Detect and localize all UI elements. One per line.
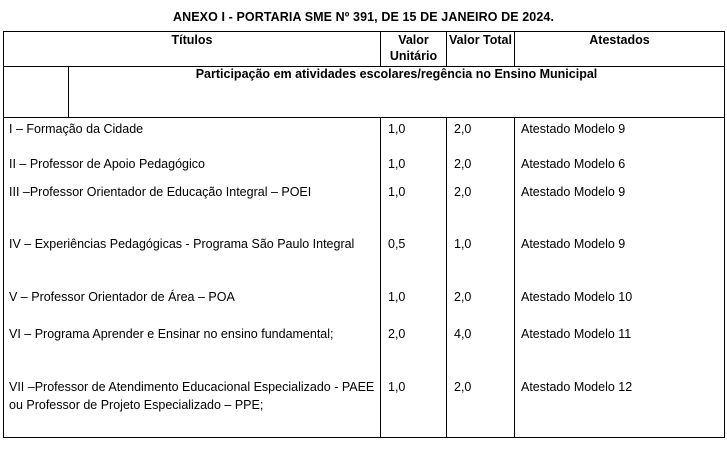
header-atestados: Atestados — [515, 32, 725, 67]
section-spacer-cell — [4, 67, 69, 118]
row-atestado: Atestado Modelo 11 — [515, 325, 725, 378]
row-atestado: Atestado Modelo 9 — [515, 183, 725, 235]
row-valor-total: 2,0 — [447, 118, 515, 155]
row-titulo: VI – Programa Aprender e Ensinar no ensino fundamental; — [4, 325, 381, 378]
row-titulo: II – Professor de Apoio Pedagógico — [4, 155, 381, 183]
row-valor-total: 2,0 — [447, 155, 515, 183]
table-header-row — [4, 32, 725, 67]
row-atestado: Atestado Modelo 10 — [515, 288, 725, 325]
row-valor-total: 2,0 — [447, 288, 515, 325]
row-titulo: V – Professor Orientador de Área – POA — [4, 288, 381, 325]
row-valor-unitario: 2,0 — [381, 325, 447, 378]
row-titulo: III –Professor Orientador de Educação Integral – POEI — [4, 183, 381, 235]
table-row — [4, 155, 725, 183]
table-row — [4, 288, 725, 325]
row-valor-unitario: 1,0 — [381, 378, 447, 438]
table-row — [4, 118, 725, 155]
row-titulo: VII –Professor de Atendimento Educacional Especializado - PAEE ou Professor de Projeto Especializado – PPE; — [4, 378, 381, 438]
row-atestado: Atestado Modelo 9 — [515, 118, 725, 155]
header-valor-total: Valor Total — [447, 32, 515, 67]
row-valor-total: 2,0 — [447, 378, 515, 438]
row-titulo: IV – Experiências Pedagógicas - Programa São Paulo Integral — [4, 235, 381, 288]
row-titulo: I – Formação da Cidade — [4, 118, 381, 155]
document-title: ANEXO I - PORTARIA SME Nº 391, DE 15 DE JANEIRO DE 2024. — [172, 10, 555, 24]
row-valor-unitario: 1,0 — [381, 288, 447, 325]
table-row — [4, 378, 725, 438]
row-valor-unitario: 1,0 — [381, 118, 447, 155]
section-title: Participação em atividades escolares/regência no Ensino Municipal — [69, 67, 725, 118]
row-valor-unitario: 0,5 — [381, 235, 447, 288]
header-valor-unitario: Valor Unitário — [381, 32, 447, 67]
row-valor-unitario: 1,0 — [381, 183, 447, 235]
table-row — [4, 235, 725, 288]
header-titulos: Títulos — [4, 32, 381, 67]
table-row — [4, 183, 725, 235]
row-valor-total: 4,0 — [447, 325, 515, 378]
row-valor-total: 2,0 — [447, 183, 515, 235]
row-valor-total: 1,0 — [447, 235, 515, 288]
annex-table — [3, 31, 725, 438]
row-valor-unitario: 1,0 — [381, 155, 447, 183]
row-atestado: Atestado Modelo 6 — [515, 155, 725, 183]
table-row — [4, 325, 725, 378]
row-atestado: Atestado Modelo 9 — [515, 235, 725, 288]
row-atestado: Atestado Modelo 12 — [515, 378, 725, 438]
section-row — [4, 67, 725, 118]
